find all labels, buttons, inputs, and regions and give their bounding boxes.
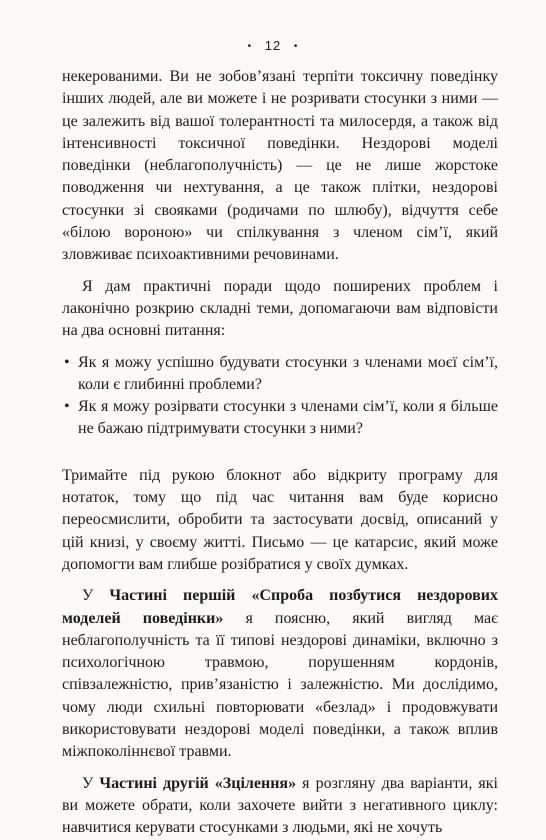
paragraph-5 — [62, 773, 498, 840]
bullet-list — [62, 352, 498, 441]
paragraph-5-rest: я розгляну два варіанти, які ви можете обрати, коли захочете вийти з негативного циклу: навчитися керувати стосунками з людьми, які не хочуть — [62, 774, 499, 837]
paragraph-1: некерованими. Ви не зобов’язані терпіти токсичну поведінку інших людей, але ви можете і не розривати стосунки з ними — це залежить від вашої толерантності та милосердя, а також від інтенсивності токсичної поведінки. Нездорові моделі поведінки (неблагополучність) — це не лише жорстоке поводження чи нехтування, а це також плітки, нездорові стосунки зі свояками (родичами по шлюбу), відчуття себе «білою вороною» чи спілкування з членом сім’ї, який зловживає психоактивними речовинами. — [62, 68, 498, 264]
part-one-title: Частині першій «Спроба позбутися нездорових моделей поведінки» — [62, 587, 498, 627]
paragraph-4-rest: я поясню, який вигляд має неблагополучність та її типові нездорові динаміки, включно з психологічною травмою, порушенням кордонів, співзалежністю, прив’язаністю і залежністю. Ми дослідимо, чому люди схильні повторювати «безлад» і продовжувати використовувати нездорові моделі поведінки, а також вплив міжпоколіннєвої травми. — [62, 609, 499, 761]
paragraph-3: Тримайте під рукою блокнот або відкриту програму для нотаток, тому що під час читання вам буде корисно переосмислити, обробити та застосувати досвід, описаний у цій книзі, у своєму житті. Письмо — це катарсис, який може допомогти вам глибше розібратися у своїх думках. — [62, 466, 498, 573]
part-two-title: Частині другій «Зцілення» — [99, 774, 297, 792]
bullet-item-1: • Як я можу успішно будувати стосунки з членами моєї сім’ї, коли є глибинні проблеми? — [62, 352, 498, 397]
header-dot-left: • — [247, 41, 253, 52]
paragraph-2: Я дам практичні поради щодо поширених проблем і лаконічно розкрию складні теми, допомагаючи вам відповісти на два основні питання: — [62, 277, 498, 340]
page-header — [0, 38, 546, 53]
paragraph-5-start: У — [82, 774, 100, 792]
page-body — [62, 66, 498, 840]
paragraph-4 — [62, 585, 498, 763]
bullet-item-2: • Як я можу розірвати стосунки з членами сім’ї, коли я більше не бажаю підтримувати стосунки з ними? — [62, 396, 498, 441]
header-dot-right: • — [293, 41, 299, 52]
paragraph-4-start: У — [82, 587, 110, 605]
page-number: 12 — [264, 38, 282, 53]
